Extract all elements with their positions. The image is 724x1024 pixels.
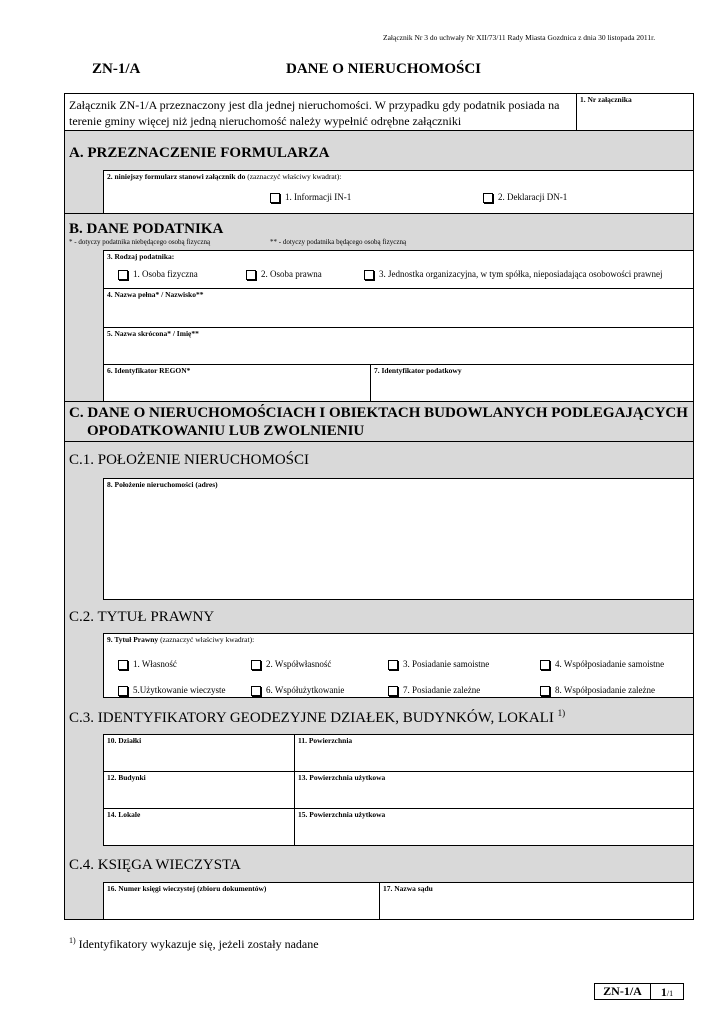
footer-page-number: 1/1	[660, 985, 674, 999]
c1-title: C.1. POŁOŻENIE NIERUCHOMOŚCI	[69, 452, 309, 468]
field-10-plots[interactable]	[103, 734, 295, 772]
field-6-label: 6. Identyfikator REGON*	[107, 366, 191, 375]
footer-form-code: ZN-1/A	[595, 984, 651, 999]
option-dn1[interactable]: 2. Deklaracji DN-1	[483, 192, 567, 203]
footnote	[69, 936, 319, 952]
field-4-label: 4. Nazwa pełna* / Nazwisko**	[107, 290, 204, 299]
checkbox-icon[interactable]	[118, 660, 128, 670]
field-2-label: 2. niniejszy formularz stanowi załącznik do (zaznaczyć właściwy kwadrat):	[107, 172, 342, 181]
title-dependent-co-possession[interactable]: 8. Współposiadanie zależne	[540, 685, 655, 696]
field-11-area[interactable]	[294, 734, 694, 772]
section-b-title: B. DANE PODATNIKA	[69, 221, 224, 237]
field-5-label: 5. Nazwa skrócona* / Imię**	[107, 329, 199, 338]
field-4-full-name[interactable]	[103, 288, 694, 328]
field-12-label: 12. Budynki	[107, 773, 146, 782]
section-c-title-line1: C. DANE O NIERUCHOMOŚCIACH I OBIEKTACH BUDOWLANYCH PODLEGAJĄCYCH	[69, 405, 688, 421]
title-ownership[interactable]: 1. Własność	[118, 659, 177, 670]
field-16-label: 16. Numer księgi wieczystej (zbioru dokumentów)	[107, 884, 267, 893]
checkbox-icon[interactable]	[364, 270, 374, 280]
field-12-buildings[interactable]	[103, 771, 295, 809]
section-b-note1: * - dotyczy podatnika niebędącego osobą fizyczną	[69, 238, 211, 246]
title-dependent-possession[interactable]: 7. Posiadanie zależne	[388, 685, 480, 696]
field-6-regon[interactable]	[103, 364, 371, 402]
title-co-possession[interactable]: 4. Współposiadanie samoistne	[540, 659, 664, 670]
field-13-usable-area[interactable]	[294, 771, 694, 809]
checkbox-icon[interactable]	[246, 270, 256, 280]
footer-box	[594, 983, 684, 1000]
form-code: ZN-1/A	[92, 61, 141, 77]
intro-text-line1: Załącznik ZN-1/A przeznaczony jest dla jednej nieruchomości. W przypadku gdy podatnik posiada na	[69, 98, 560, 112]
section-b-note2: ** - dotyczy podatnika będącego osobą fizyczną	[270, 238, 407, 246]
checkbox-icon[interactable]	[251, 686, 261, 696]
field-8-label: 8. Położenie nieruchomości (adres)	[107, 480, 218, 489]
c3-footnote-ref: 1)	[557, 708, 566, 718]
field-13-label: 13. Powierzchnia użytkowa	[298, 773, 386, 782]
field-16-land-register[interactable]	[103, 882, 380, 920]
field-15-label: 15. Powierzchnia użytkowa	[298, 810, 386, 819]
checkbox-icon[interactable]	[540, 686, 550, 696]
section-c-title-line2: OPODATKOWANIU LUB ZWOLNIENIU	[87, 423, 365, 439]
header-note: Załącznik Nr 3 do uchwały Nr XII/73/11 Rady Miasta Gozdnica z dnia 30 listopada 2011r.	[383, 33, 656, 42]
intro-text-line2: terenie gminy więcej niż jedną nieruchomość należy wypełnić odrębne załączniki	[69, 114, 462, 128]
section-a-title: A. PRZEZNACZENIE FORMULARZA	[69, 145, 330, 161]
c3-title: C.3. IDENTYFIKATORY GEODEZYJNE DZIAŁEK, BUDYNKÓW, LOKALI $^{1)}$	[69, 708, 566, 726]
title-perpetual-usufruct[interactable]: 5.Użytkowanie wieczyste	[118, 685, 225, 696]
attachment-number-field[interactable]	[576, 93, 694, 131]
field-14-premises[interactable]	[103, 808, 295, 846]
checkbox-icon[interactable]	[388, 686, 398, 696]
field-10-label: 10. Działki	[107, 736, 142, 745]
checkbox-icon[interactable]	[270, 193, 280, 203]
title-possession[interactable]: 3. Posiadanie samoistne	[388, 659, 489, 670]
form-title: DANE O NIERUCHOMOŚCI	[286, 61, 482, 77]
field-3-label: 3. Rodzaj podatnika:	[107, 252, 175, 261]
taxpayer-type-legal[interactable]: 2. Osoba prawna	[246, 269, 322, 280]
checkbox-icon[interactable]	[388, 660, 398, 670]
checkbox-icon[interactable]	[118, 686, 128, 696]
checkbox-icon[interactable]	[540, 660, 550, 670]
checkbox-icon[interactable]	[118, 270, 128, 280]
title-co-ownership[interactable]: 2. Współwłasność	[251, 659, 331, 670]
field-17-court-name[interactable]	[379, 882, 694, 920]
option-in1[interactable]: 1. Informacji IN-1	[270, 192, 351, 203]
taxpayer-type-natural[interactable]: 1. Osoba fizyczna	[118, 269, 198, 280]
c4-title: C.4. KSIĘGA WIECZYSTA	[69, 857, 241, 873]
field-9-label: 9. Tytuł Prawny (zaznaczyć właściwy kwadrat):	[107, 635, 255, 644]
field-11-label: 11. Powierzchnia	[298, 736, 353, 745]
checkbox-icon[interactable]	[251, 660, 261, 670]
section-c-divider	[64, 441, 694, 442]
attachment-number-label: 1. Nr załącznika	[580, 95, 632, 104]
field-7-tax-id[interactable]	[370, 364, 694, 402]
footnote-marker: 1)	[69, 936, 76, 945]
field-7-label: 7. Identyfikator podatkowy	[374, 366, 462, 375]
checkbox-icon[interactable]	[483, 193, 493, 203]
taxpayer-type-unit[interactable]: 3. Jednostka organizacyjna, w tym spółka, nieposiadająca osobowości prawnej	[364, 269, 663, 280]
field-15-usable-area[interactable]	[294, 808, 694, 846]
title-co-usufruct[interactable]: 6. Współużytkowanie	[251, 685, 344, 696]
c2-title: C.2. TYTUŁ PRAWNY	[69, 609, 215, 625]
field-2-box	[103, 170, 694, 214]
field-5-short-name[interactable]	[103, 327, 694, 365]
field-14-label: 14. Lokale	[107, 810, 141, 819]
footnote-text: Identyfikatory wykazuje się, jeżeli zostały nadane	[78, 937, 319, 951]
field-17-label: 17. Nazwa sądu	[383, 884, 433, 893]
field-8-address[interactable]	[103, 478, 694, 600]
